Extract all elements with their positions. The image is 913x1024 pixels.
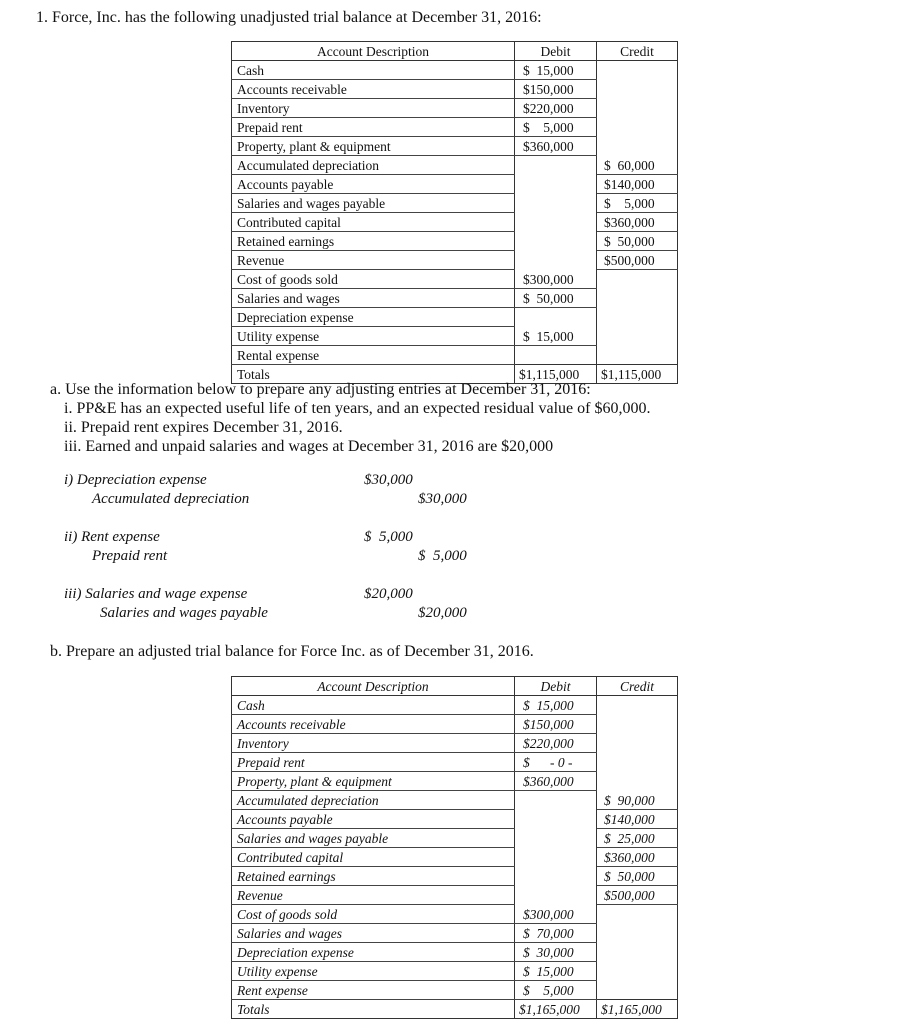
account-name-cell: Accounts payable: [232, 810, 515, 829]
question-title: 1. Force, Inc. has the following unadjusted trial balance at December 31, 2016:: [36, 9, 542, 26]
account-name-cell: Contributed capital: [232, 848, 515, 867]
column-header-debit: Debit: [515, 42, 597, 61]
debit-cell: [515, 308, 597, 327]
debit-cell: $ 50,000: [515, 289, 597, 308]
account-name-cell: Accounts receivable: [232, 80, 515, 99]
credit-cell: [597, 753, 678, 772]
credit-cell: [597, 924, 678, 943]
part-a-item-3: iii. Earned and unpaid salaries and wages at December 31, 2016 are $20,000: [64, 438, 554, 455]
table-row: [232, 346, 678, 365]
account-name-cell: Property, plant & equipment: [232, 772, 515, 791]
table-row: [232, 867, 678, 886]
debit-cell: $ 15,000: [515, 61, 597, 80]
account-name-cell: Prepaid rent: [232, 753, 515, 772]
debit-cell: $ 30,000: [515, 943, 597, 962]
column-header-description: Account Description: [232, 42, 515, 61]
debit-cell: $ 5,000: [515, 118, 597, 137]
part-a-instructions: [50, 380, 650, 456]
je-2-debit-account: ii) Rent expense: [64, 529, 160, 545]
part-a-prompt: a. Use the information below to prepare any adjusting entries at December 31, 2016:: [50, 381, 591, 398]
debit-cell: [515, 886, 597, 905]
je-2-credit-account: Prepaid rent: [92, 548, 168, 564]
debit-cell: [515, 213, 597, 232]
table-row: [232, 886, 678, 905]
total-credit-cell: $1,115,000: [597, 365, 678, 384]
table-row: [232, 213, 678, 232]
credit-cell: $ 60,000: [597, 156, 678, 175]
part-a-item-1: i. PP&E has an expected useful life of ten years, and an expected residual value of $60,000.: [64, 400, 651, 417]
table-row: [232, 137, 678, 156]
account-name-cell: Cash: [232, 61, 515, 80]
credit-cell: $ 25,000: [597, 829, 678, 848]
credit-cell: [597, 772, 678, 791]
totals-label: Totals: [232, 1000, 515, 1019]
credit-cell: $ 5,000: [597, 194, 678, 213]
credit-cell: [597, 327, 678, 346]
account-name-cell: Depreciation expense: [232, 943, 515, 962]
column-header-credit: Credit: [597, 677, 678, 696]
table-header-row: [232, 677, 678, 696]
table-row: [232, 715, 678, 734]
account-name-cell: Accounts payable: [232, 175, 515, 194]
credit-cell: [597, 981, 678, 1000]
debit-cell: [515, 194, 597, 213]
credit-cell: $ 50,000: [597, 867, 678, 886]
debit-cell: [515, 346, 597, 365]
debit-cell: [515, 251, 597, 270]
table-row: [232, 962, 678, 981]
debit-cell: $ 15,000: [515, 962, 597, 981]
account-name-cell: Property, plant & equipment: [232, 137, 515, 156]
account-name-cell: Inventory: [232, 99, 515, 118]
credit-cell: $140,000: [597, 175, 678, 194]
credit-cell: [597, 137, 678, 156]
account-name-cell: Accounts receivable: [232, 715, 515, 734]
totals-label: Totals: [232, 365, 515, 384]
account-name-cell: Salaries and wages: [232, 924, 515, 943]
table-row: [232, 905, 678, 924]
account-name-cell: Retained earnings: [232, 232, 515, 251]
credit-cell: $ 90,000: [597, 791, 678, 810]
je-1-debit-amount: $30,000: [364, 472, 413, 488]
credit-cell: [597, 61, 678, 80]
account-name-cell: Cash: [232, 696, 515, 715]
account-name-cell: Prepaid rent: [232, 118, 515, 137]
table-row: [232, 848, 678, 867]
account-name-cell: Cost of goods sold: [232, 905, 515, 924]
debit-cell: [515, 791, 597, 810]
account-name-cell: Salaries and wages payable: [232, 829, 515, 848]
table-row: [232, 251, 678, 270]
part-a-item-2: ii. Prepaid rent expires December 31, 2016.: [64, 419, 343, 436]
credit-cell: [597, 346, 678, 365]
account-name-cell: Salaries and wages: [232, 289, 515, 308]
table-row: [232, 943, 678, 962]
je-2-credit-amount: $ 5,000: [418, 548, 467, 564]
credit-cell: [597, 696, 678, 715]
table-row: [232, 734, 678, 753]
je-2-debit-amount: $ 5,000: [364, 529, 413, 545]
table-row: [232, 753, 678, 772]
account-name-cell: Rental expense: [232, 346, 515, 365]
table-row: [232, 308, 678, 327]
debit-cell: $ 15,000: [515, 327, 597, 346]
table-row: [232, 232, 678, 251]
totals-row: [232, 1000, 678, 1019]
debit-cell: [515, 829, 597, 848]
column-header-description: Account Description: [232, 677, 515, 696]
column-header-credit: Credit: [597, 42, 678, 61]
credit-cell: $360,000: [597, 848, 678, 867]
debit-cell: $220,000: [515, 99, 597, 118]
debit-cell: $ - 0 -: [515, 753, 597, 772]
credit-cell: [597, 118, 678, 137]
debit-cell: $ 5,000: [515, 981, 597, 1000]
debit-cell: $360,000: [515, 137, 597, 156]
credit-cell: [597, 80, 678, 99]
debit-cell: $150,000: [515, 715, 597, 734]
account-name-cell: Accumulated depreciation: [232, 156, 515, 175]
part-b-prompt: b. Prepare an adjusted trial balance for Force Inc. as of December 31, 2016.: [50, 643, 534, 660]
account-name-cell: Inventory: [232, 734, 515, 753]
account-name-cell: Contributed capital: [232, 213, 515, 232]
debit-cell: [515, 867, 597, 886]
table-row: [232, 829, 678, 848]
table-row: [232, 118, 678, 137]
je-1-debit-account: i) Depreciation expense: [64, 472, 207, 488]
table-row: [232, 696, 678, 715]
table-row: [232, 791, 678, 810]
credit-cell: $140,000: [597, 810, 678, 829]
debit-cell: [515, 810, 597, 829]
column-header-debit: Debit: [515, 677, 597, 696]
debit-cell: [515, 156, 597, 175]
total-debit-cell: $1,165,000: [515, 1000, 597, 1019]
table-row: [232, 99, 678, 118]
account-name-cell: Retained earnings: [232, 867, 515, 886]
credit-cell: $500,000: [597, 251, 678, 270]
table-row: [232, 156, 678, 175]
debit-cell: $150,000: [515, 80, 597, 99]
debit-cell: [515, 232, 597, 251]
credit-cell: [597, 308, 678, 327]
table-row: [232, 327, 678, 346]
je-3-debit-amount: $20,000: [364, 586, 413, 602]
je-3-credit-account: Salaries and wages payable: [100, 605, 268, 621]
table-row: [232, 61, 678, 80]
account-name-cell: Revenue: [232, 886, 515, 905]
account-name-cell: Depreciation expense: [232, 308, 515, 327]
table-row: [232, 772, 678, 791]
total-credit-cell: $1,165,000: [597, 1000, 678, 1019]
account-name-cell: Salaries and wages payable: [232, 194, 515, 213]
total-debit-cell: $1,115,000: [515, 365, 597, 384]
je-1-credit-amount: $30,000: [418, 491, 467, 507]
table-row: [232, 924, 678, 943]
table-row: [232, 194, 678, 213]
debit-cell: $300,000: [515, 905, 597, 924]
debit-cell: [515, 175, 597, 194]
credit-cell: $500,000: [597, 886, 678, 905]
credit-cell: $ 50,000: [597, 232, 678, 251]
account-name-cell: Cost of goods sold: [232, 270, 515, 289]
credit-cell: [597, 715, 678, 734]
account-name-cell: Revenue: [232, 251, 515, 270]
debit-cell: [515, 848, 597, 867]
unadjusted-trial-balance-table: [231, 41, 678, 384]
credit-cell: [597, 962, 678, 981]
account-name-cell: Utility expense: [232, 962, 515, 981]
adjusted-trial-balance-table: [231, 676, 678, 1019]
credit-cell: [597, 99, 678, 118]
credit-cell: [597, 905, 678, 924]
je-3-debit-account: iii) Salaries and wage expense: [64, 586, 248, 602]
table-row: [232, 80, 678, 99]
credit-cell: $360,000: [597, 213, 678, 232]
debit-cell: $220,000: [515, 734, 597, 753]
debit-cell: $300,000: [515, 270, 597, 289]
table-row: [232, 981, 678, 1000]
account-name-cell: Rent expense: [232, 981, 515, 1000]
account-name-cell: Utility expense: [232, 327, 515, 346]
credit-cell: [597, 270, 678, 289]
debit-cell: $360,000: [515, 772, 597, 791]
credit-cell: [597, 943, 678, 962]
table-row: [232, 270, 678, 289]
je-3-credit-amount: $20,000: [418, 605, 467, 621]
je-1-credit-account: Accumulated depreciation: [92, 491, 250, 507]
debit-cell: $ 15,000: [515, 696, 597, 715]
credit-cell: [597, 289, 678, 308]
table-row: [232, 175, 678, 194]
table-row: [232, 810, 678, 829]
table-row: [232, 289, 678, 308]
table-header-row: [232, 42, 678, 61]
account-name-cell: Accumulated depreciation: [232, 791, 515, 810]
debit-cell: $ 70,000: [515, 924, 597, 943]
credit-cell: [597, 734, 678, 753]
